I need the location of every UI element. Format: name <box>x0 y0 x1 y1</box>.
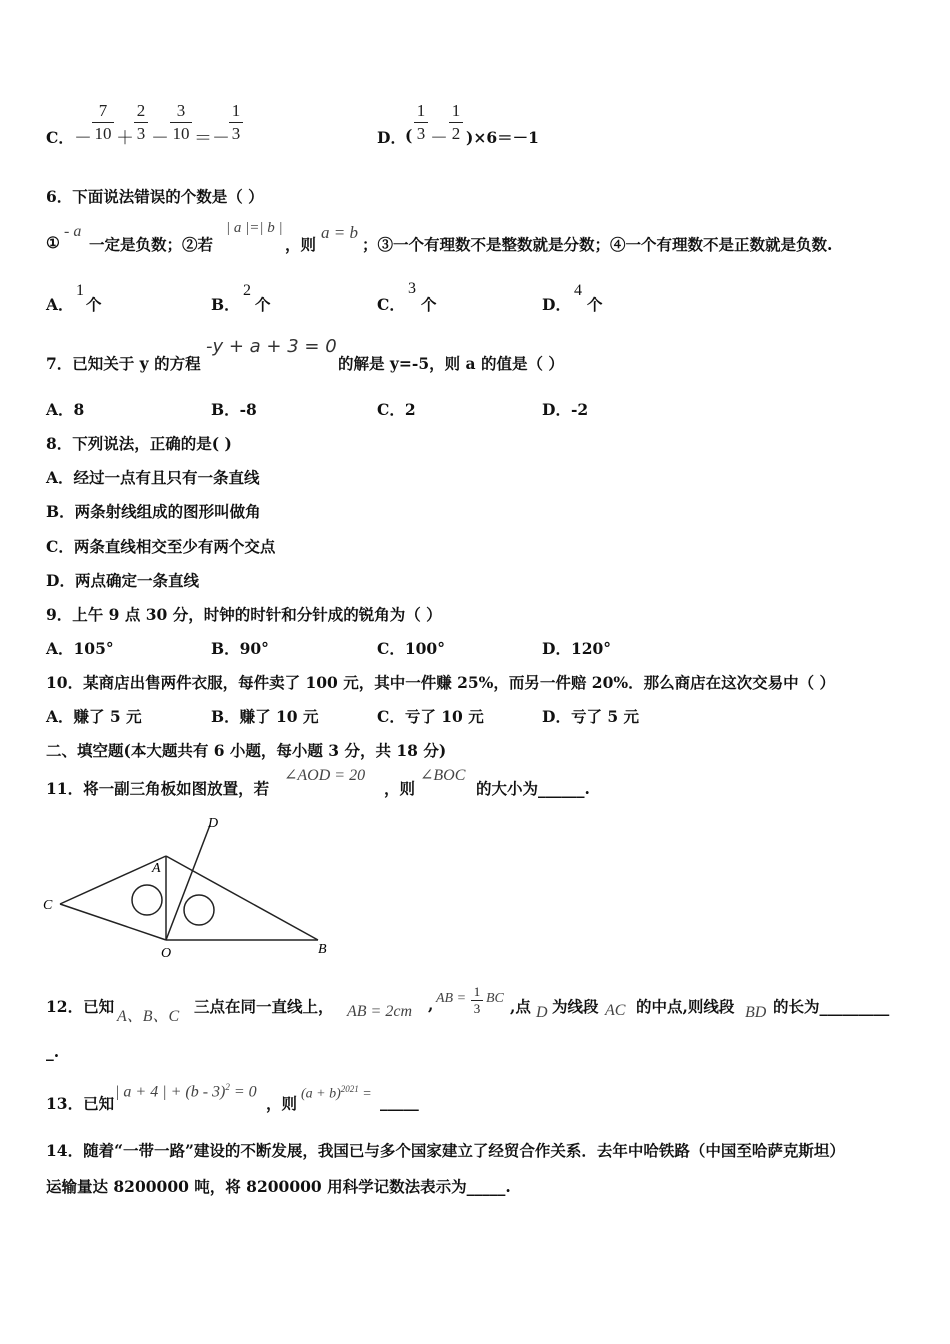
math-expr: ∠AOD = 20 <box>284 767 366 784</box>
math-sign: ＋ <box>116 128 134 149</box>
fraction: 1 3 <box>414 101 428 144</box>
math-expr: A、B、C <box>117 1008 180 1025</box>
option-unit: 个 <box>587 295 603 314</box>
math-base: | a + 4 | + (b - 3) <box>115 1083 226 1101</box>
math-expr: AB = 2cm <box>347 1003 412 1020</box>
fraction: 7 10 <box>92 101 114 144</box>
fraction: 1 3 <box>471 985 483 1016</box>
question-text: 7．已知关于 y 的方程 <box>46 354 201 373</box>
option-letter: D． <box>377 128 406 147</box>
option-unit: 个 <box>86 295 102 314</box>
question-text: 13．已知 <box>46 1094 115 1113</box>
question-text: 为线段 <box>552 997 599 1016</box>
option-unit: 个 <box>421 295 437 314</box>
statement-text: ；③一个有理数不是整数就是分数；④一个有理数不是正数就是负数. <box>362 235 833 254</box>
option-number: 4 <box>574 282 582 299</box>
math-expr: BC <box>486 991 504 1006</box>
triangle-hole-left <box>132 885 162 915</box>
option: C．100° <box>377 639 445 658</box>
option-number: 3 <box>408 280 416 297</box>
option: B．90° <box>211 639 269 658</box>
question-text: 三点在同一直线上， <box>194 997 334 1016</box>
math-expr: | a |=| b | <box>226 220 283 236</box>
answer-blank: 的长为_________ <box>773 997 890 1016</box>
math-exponent: 2 <box>225 1082 230 1092</box>
math-sign: － <box>74 128 92 149</box>
option-letter: A． <box>46 295 74 314</box>
triangle-figure <box>40 812 340 962</box>
math-expr: BD <box>745 1004 767 1021</box>
option-number: 1 <box>76 282 84 299</box>
math-expr: a = b <box>321 223 358 242</box>
triangle-hole-right <box>184 895 214 925</box>
question-text: 运输量达 8200000 吨，将 8200000 用科学记数法表示为_____. <box>46 1177 511 1196</box>
section-heading: 二、填空题(本大题共有 6 小题，每小题 3 分，共 18 分) <box>46 741 447 760</box>
statement-text: ，则 <box>285 235 317 254</box>
option: D．两点确定一条直线 <box>46 571 199 590</box>
question-text: 的大小为______. <box>476 779 590 798</box>
answer-blank: _. <box>46 1042 60 1061</box>
math-tail: = <box>358 1086 372 1102</box>
option-unit: 个 <box>255 295 271 314</box>
option: A．105° <box>46 639 114 658</box>
question-text: 11．将一副三角板如图放置，若 <box>46 779 270 798</box>
option-letter: C． <box>377 295 405 314</box>
option: C．2 <box>377 400 416 419</box>
option-number: 2 <box>243 282 251 299</box>
question-text: 的中点,则线段 <box>636 997 735 1016</box>
punctuation: , <box>428 995 434 1014</box>
question-text: ，则 <box>384 779 416 798</box>
option: C．两条直线相交至少有两个交点 <box>46 537 276 556</box>
option: B．两条射线组成的图形叫做角 <box>46 502 261 521</box>
math-expr: AB = <box>436 991 467 1006</box>
question-text: 的解是 y=-5，则 a 的值是（ ） <box>338 354 564 373</box>
question-title: 10．某商店出售两件衣服，每件卖了 100 元，其中一件赚 25%，而另一件赔 20%．那么商店在这次交易中（ ） <box>46 673 836 692</box>
label-c: C <box>43 898 53 913</box>
math-expr: - a <box>64 223 82 240</box>
option: C．亏了 10 元 <box>377 707 484 726</box>
option: A．经过一点有且只有一条直线 <box>46 468 260 487</box>
question-text: 12．已知 <box>46 997 115 1016</box>
question-title: 9．上午 9 点 30 分，时钟的时针和分针成的锐角为（ ） <box>46 605 442 624</box>
math-sign: － <box>151 128 169 149</box>
question-text: 14．随着“一带一路”建设的不断发展，我国已与多个国家建立了经贸合作关系．去年中哈铁路（中国至哈萨克斯坦） <box>46 1141 845 1160</box>
fraction: 3 10 <box>170 101 192 144</box>
math-tail: = 0 <box>229 1083 257 1101</box>
question-text: ，则 <box>266 1094 298 1113</box>
option: B．-8 <box>211 400 257 419</box>
segment-co <box>60 904 166 940</box>
statement-marker: ① <box>46 233 60 252</box>
label-o: O <box>161 946 172 961</box>
fraction: 1 3 <box>229 101 243 144</box>
fraction: 1 2 <box>449 101 463 144</box>
question-title: 6．下面说法错误的个数是（ ） <box>46 187 264 206</box>
option: D．亏了 5 元 <box>542 707 640 726</box>
option: D．-2 <box>542 400 589 419</box>
answer-blank: _____ <box>380 1092 419 1111</box>
segment-ca <box>60 856 166 904</box>
math-expr <box>301 1084 372 1103</box>
label-a: A <box>152 861 161 876</box>
option-rest: )×6＝－1 <box>466 128 539 147</box>
question-title: 8．下列说法，正确的是( ) <box>46 434 232 453</box>
option: A．8 <box>46 400 85 419</box>
label-d: D <box>208 816 219 831</box>
math-expr: AC <box>605 1002 626 1019</box>
math-expr: ∠BOC <box>420 767 466 784</box>
option-letter: C． <box>46 128 74 147</box>
math-base: (a + b) <box>301 1086 341 1102</box>
question-text: ,点 <box>510 997 531 1016</box>
equation: -y + a + 3 = 0 <box>206 336 337 357</box>
option: B．赚了 10 元 <box>211 707 319 726</box>
math-sign: ＝－ <box>194 128 230 149</box>
math-expr: D <box>536 1004 548 1021</box>
math-sign: － <box>430 128 448 149</box>
fraction: 2 3 <box>134 101 148 144</box>
option-letter: D． <box>542 295 571 314</box>
paren: ( <box>405 126 413 145</box>
option: A．赚了 5 元 <box>46 707 142 726</box>
segment-od <box>166 825 210 940</box>
math-exponent: 2021 <box>340 1084 359 1094</box>
statement-text: 一定是负数；②若 <box>89 235 214 254</box>
math-expr <box>115 1082 257 1101</box>
label-b: B <box>318 942 327 957</box>
option-letter: B． <box>211 295 240 314</box>
option: D．120° <box>542 639 612 658</box>
